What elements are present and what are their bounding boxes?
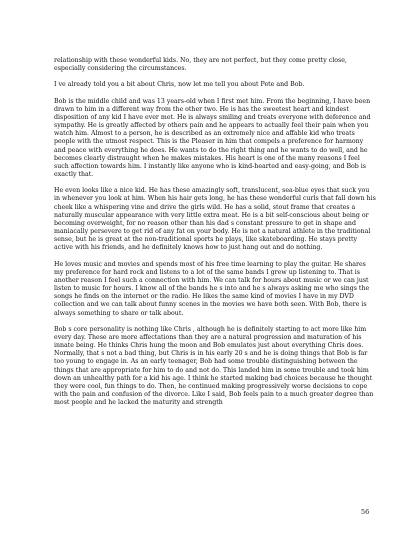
- paragraph-1: relationship with these wonderful kids. No, they are not perfect, but they come pretty close, especially considering the circumstances.: [54, 57, 347, 73]
- paragraph-6: Bob s core personality is nothing like Chris , although he is definitely starting to act more like him every day. These are more affectations than they are a natural progression and maturation of his innate being. He thinks Chris hung the moon and Bob emulates just about everything Chris does. Normally, that s not a bad thing, but Chris is in his early 20 s and he is doing things that Bob is far too young to engage in. As an early teenager, Bob had some trouble distinguishing between the things that are appropriate for him to do and not do. This landed him in some trouble and took him down an unhealthy path for a kid his age. I think he started making bad choices because he thought they were cool, fun things to do. Then, he continued making progressively worse decisions to cope with the pain and confusion of the divorce. Like I said, Bob feels pain to a much greater degree than most people and he lacked the maturity and strength: [54, 325, 374, 407]
- page-body: [54, 57, 376, 415]
- paragraph-5: He loves music and movies and spends most of his free time learning to play the guitar. He shares my preference for hard rock and listens to a lot of the same bands I grew up listening to. That is another reason I feel such a connection with him. We can talk for hours about music or we can just listen to music for hours. I know all of the bands he s into and he s always asking me who sings the songs he finds on the internet or the radio. He likes the same kind of movies I have in my DVD collection and we can talk about funny scenes in the movies we have both seen. With Bob, there is always something to share or talk about.: [54, 260, 370, 317]
- paragraph-3: Bob is the middle child and was 13 years-old when I first met him. From the beginning, I have been drawn to him in a different way from the other two. He is has the sweetest heart and kindest disposition of any kid I have ever met. He is always smiling and treats everyone with deference and sympathy. He is greatly affected by others pain and he appears to actually feel their pain when you watch him. Almost to a person, he is described as an extremely nice and affable kid who treats people with the utmost respect. This is the Pleaser in him that compels a preference for harmony and peace with everything he does. He wants to do the right thing and he wants to do well, and he becomes clearly distraught when he makes mistakes. His heart is one of the many reasons I feel such affection towards him. I instantly like anyone who is kind-hearted and easy-going, and Bob is exactly that.: [54, 97, 371, 179]
- paragraph-2: I ve already told you a bit about Chris, now let me tell you about Pete and Bob.: [54, 81, 305, 89]
- page-number: 56: [361, 508, 370, 516]
- paragraph-4: He even looks like a nice kid. He has these amazingly soft, translucent, sea-blue eyes that suck you in whenever you look at him. When his hair gets long, he has these wonderful curls that fall down his cheek like a whispering vine and drive the girls wild. He has a solid, stout frame that creates a naturally muscular appearance with very little extra meat. He is a bit self-conscious about being or becoming overweight, for no reason other than his dad s constant pressure to get in shape and maniacally persevere to get rid of any fat on your body. He is not a natural athlete in the traditional sense, but he is great at the non-traditional sports he plays, like skateboarding. He stays pretty active with his friends, and he definitely knows how to just hang out and do nothing.: [54, 187, 376, 252]
